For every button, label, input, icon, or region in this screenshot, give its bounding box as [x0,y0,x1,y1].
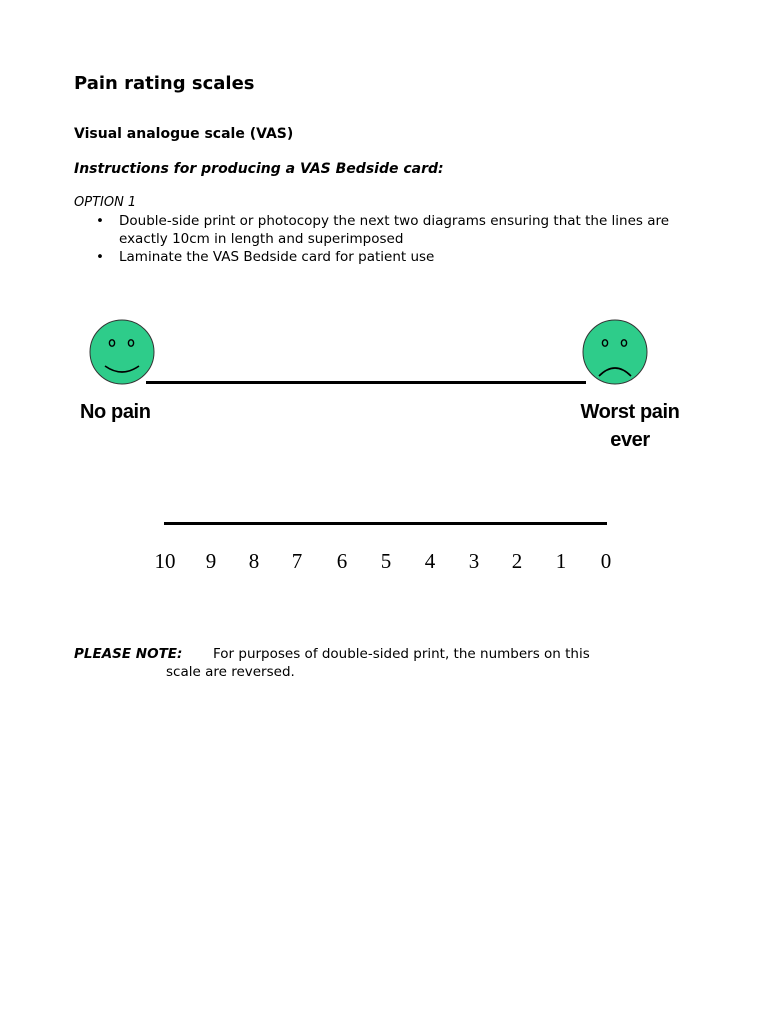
scale-number: 4 [424,549,436,573]
instructions-heading: Instructions for producing a VAS Bedside card: [74,161,444,177]
scale-number: 8 [248,549,260,573]
frowning-face-icon [581,318,649,386]
please-note [74,645,590,663]
scale-number: 9 [205,549,217,573]
bullet-item [74,248,694,266]
right-eye [621,340,626,346]
bullet-text: Double-side print or photocopy the next two diagrams ensuring that the lines are exactly 10cm in length and superimposed [119,213,670,247]
note-text-line1: For purposes of double-sided print, the numbers on this [213,646,590,662]
section-heading: Visual analogue scale (VAS) [74,126,294,142]
scale-number: 6 [336,549,348,573]
note-label: PLEASE NOTE: [74,646,183,662]
smiling-face-icon [88,318,156,386]
face-circle [90,320,154,384]
left-eye [109,340,114,346]
scale-number: 7 [291,549,303,573]
scale-number: 3 [468,549,480,573]
bullet-text: Laminate the VAS Bedside card for patient use [119,249,435,265]
bullet-list [74,212,694,266]
left-anchor-label: No pain [80,401,151,423]
scale-numbers [0,549,768,577]
option-label: OPTION 1 [74,195,137,210]
face-circle [583,320,647,384]
scale-number: 0 [600,549,612,573]
scale-number: 10 [154,549,176,573]
vas-line-bottom [164,522,607,525]
scale-number: 5 [380,549,392,573]
scale-number: 2 [511,549,523,573]
right-eye [128,340,133,346]
vas-line-top [146,381,586,384]
left-eye [602,340,607,346]
note-text-line2: scale are reversed. [166,664,295,680]
bullet-dot-icon: • [96,213,104,229]
bullet-dot-icon: • [96,249,104,265]
scale-number: 1 [555,549,567,573]
right-anchor-label: Worst pain ever [580,401,680,451]
page-title: Pain rating scales [74,73,255,94]
bullet-item [74,212,694,248]
